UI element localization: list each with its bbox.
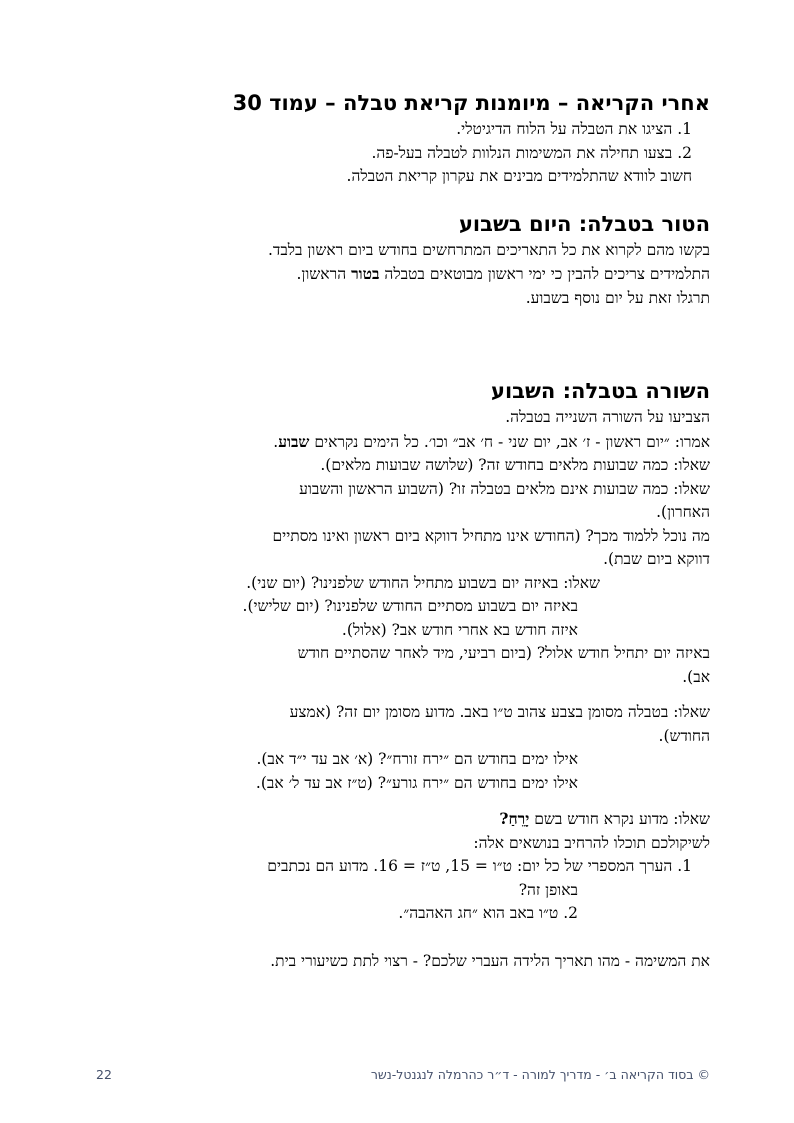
text-line	[78, 807, 710, 832]
section-title-after-reading: אחרי הקריאה – מיומנות קריאת טבלה – עמוד 30	[232, 91, 710, 115]
text-line: באיזה יום בשבוע מסתיים החודש שלפנינו? (יום שלישי).	[242, 597, 578, 615]
text-line: בקשו מהם לקרוא את כל התאריכים המתרחשים בחודש ביום ראשון בלבד.	[267, 240, 710, 259]
page-content	[78, 88, 710, 973]
text-line	[78, 430, 710, 455]
step-line: 2. בצעו תחילה את המשימות הנלוות לטבלה בעל-פה.	[371, 143, 692, 162]
spacer	[78, 926, 710, 950]
note-line: חשוב לוודא שהתלמידים מבינים את עקרון קריאת הטבלה.	[346, 167, 692, 185]
text-line: באיזה יום יתחיל חודש אלול? (ביום רביעי, מיד לאחר שהסתיים חודש	[297, 644, 710, 662]
list-item: 2. ט״ו באב הוא ״חג האהבה״.	[398, 904, 578, 922]
text-line: תרגלו זאת על יום נוסף בשבוע.	[525, 288, 710, 307]
bold-term: בטור	[351, 264, 380, 283]
bold-term: שבוע	[278, 431, 310, 451]
spacer	[78, 189, 710, 209]
text-fragment: התלמידים צריכים להבין כי ימי ראשון מבוטאים בטבלה	[384, 265, 710, 283]
text-line: שאלו: בטבלה מסומן בצבע צהוב ט״ו באב. מדוע מסומן יום זה? (אמצע	[289, 703, 710, 721]
text-line: לשיקולכם תוכלו להרחיב בנושאים אלה:	[473, 833, 710, 852]
text-line: החודש).	[658, 726, 710, 745]
section-title-row: השורה בטבלה: השבוע	[490, 379, 710, 403]
text-line: שאלו: באיזה יום בשבוע מתחיל החודש שלפנינו? (יום שני).	[246, 573, 600, 592]
spacer	[78, 689, 710, 701]
text-fragment: שאלו: מדוע נקרא חודש בשם	[534, 810, 710, 828]
text-line: האחרון).	[656, 503, 710, 521]
page-footer	[96, 1067, 710, 1087]
section-title-column: הטור בטבלה: היום בשבוע	[458, 211, 710, 236]
text-line: את המשימה - מהו תאריך הלידה העברי שלכם? - רצוי לתת כשיעורי בית.	[270, 951, 710, 970]
text-line: דווקא ביום שבת).	[603, 550, 710, 568]
text-fragment: .	[273, 432, 279, 451]
text-fragment: הראשון.	[296, 265, 347, 283]
footer-credit: © בסוד הקריאה ב׳ - מדריך למורה - ד״ר כהרמלה לנגנטל-נשר	[370, 1067, 710, 1082]
text-line: אב).	[682, 667, 710, 686]
page-number: 22	[96, 1067, 112, 1082]
text-line: שאלו: כמה שבועות מלאים בחודש זה? (שלושה שבועות מלאים).	[320, 456, 710, 474]
text-fragment: ?	[499, 809, 509, 828]
list-item-continuation: באופן זה?	[518, 880, 578, 899]
list-item: 1. הערך המספרי של כל יום: ט״ו = 15, ט״ז = 16. מדוע הם נכתבים	[267, 857, 692, 875]
step-line: 1. הציגו את הטבלה על הלוח הדיגיטלי.	[456, 120, 692, 138]
bold-term: יָרֵחַ	[508, 809, 530, 828]
spacer	[78, 310, 710, 376]
text-line: אילו ימים בחודש הם ״ירח זורח״? (א׳ אב עד י״ד אב).	[256, 750, 578, 768]
spacer	[78, 795, 710, 807]
text-line: איזה חודש בא אחרי חודש אב? (אלול).	[341, 620, 578, 639]
text-line: הצביעו על השורה השנייה בטבלה.	[505, 408, 710, 426]
text-line: מה נוכל ללמוד מכך? (החודש אינו מתחיל דווקא ביום ראשון ואינו מסתיים	[272, 526, 710, 545]
text-line: שאלו: כמה שבועות אינם מלאים בטבלה זו? (השבוע הראשון והשבוע	[299, 479, 710, 498]
text-fragment: אמרו: ״יום ראשון - ז׳ אב, יום שני - ח׳ אב״ וכו׳. כל הימים נקראים	[314, 432, 710, 451]
text-line: אילו ימים בחודש הם ״ירח גורע״? (ט״ז אב עד ל׳ אב).	[255, 773, 578, 792]
text-line	[78, 262, 710, 287]
